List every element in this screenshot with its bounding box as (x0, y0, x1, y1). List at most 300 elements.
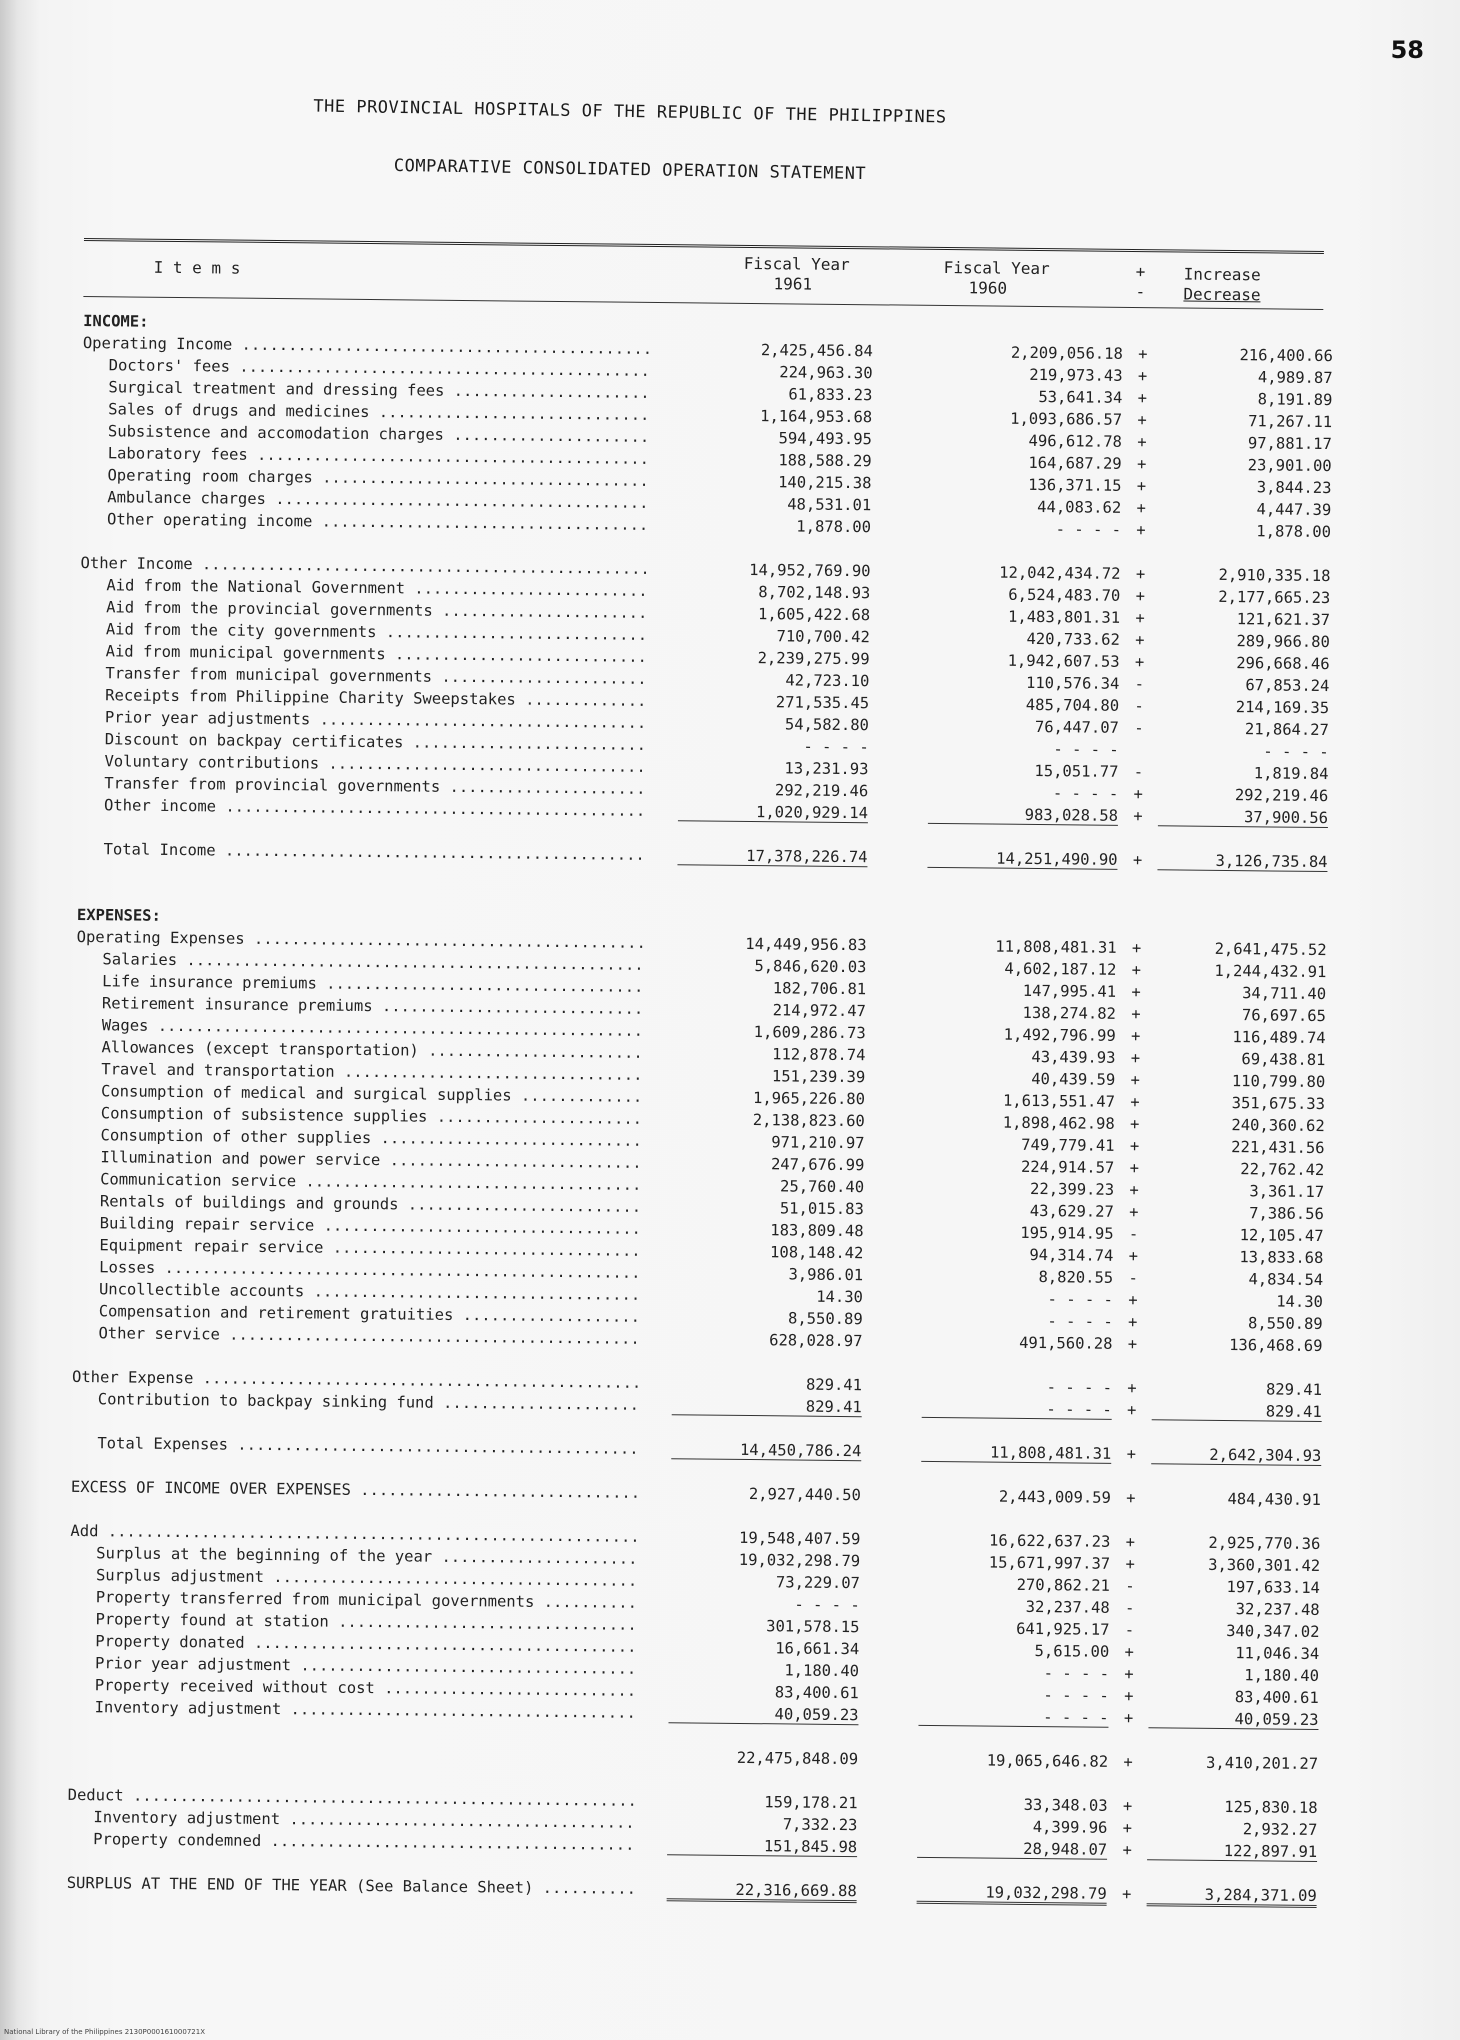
change-sign: - (1125, 1576, 1135, 1596)
header-increase: Increase (1183, 264, 1261, 285)
value-change: 34,711.40 (1242, 984, 1327, 1004)
change-sign: + (1126, 1444, 1137, 1464)
value-1961: 3,986.01 (788, 1265, 864, 1285)
value-change: 14.30 (1276, 1292, 1324, 1312)
value-1960: 164,687.29 (1028, 453, 1122, 473)
change-sign: + (1122, 1840, 1132, 1860)
value-change: 37,900.56 (1158, 807, 1328, 828)
value-1961: 17,378,226.74 (677, 846, 867, 867)
change-sign: + (1129, 1181, 1139, 1200)
value-change: 121,621.37 (1236, 610, 1331, 630)
row-label: Building repair service ..... (100, 1214, 640, 1238)
value-change: - - - - (1263, 742, 1329, 762)
change-sign: + (1127, 1334, 1138, 1354)
value-1960: - - - - (1046, 1378, 1113, 1397)
value-change: 197,633.14 (1226, 1578, 1321, 1598)
header-fy1960-line1: Fiscal Year (943, 258, 1050, 279)
row-label: Life insurance premiums ..... (102, 972, 642, 996)
value-1961: 301,578.15 (766, 1617, 860, 1637)
value-1960: 491,560.28 (1019, 1333, 1113, 1353)
value-1960: 4,399.96 (1032, 1818, 1108, 1837)
value-change: 8,550.89 (1247, 1314, 1323, 1334)
value-1960: 53,641.34 (1038, 388, 1123, 407)
change-sign: + (1130, 1093, 1140, 1112)
value-change: 13,833.68 (1239, 1248, 1324, 1268)
change-sign: + (1135, 565, 1146, 584)
change-sign: - (1128, 1268, 1138, 1288)
change-sign: + (1124, 1686, 1134, 1706)
value-1960: - - - - (918, 1707, 1108, 1728)
value-1960: 983,028.58 (928, 805, 1118, 826)
value-change: 136,468.69 (1229, 1336, 1323, 1356)
value-change: 12,105.47 (1239, 1226, 1324, 1246)
value-change: 97,881.17 (1247, 434, 1333, 454)
value-change: 2,910,335.18 (1218, 565, 1331, 586)
value-1960: 19,065,646.82 (986, 1751, 1109, 1771)
value-1961: - - - - (794, 1595, 860, 1615)
value-1961: 2,927,440.50 (748, 1485, 861, 1505)
value-1960: 1,898,462.98 (1002, 1113, 1115, 1133)
row-label: Doctors' fees ..... (109, 356, 649, 380)
value-1961: 42,723.10 (785, 671, 870, 691)
value-change: 21,864.27 (1244, 720, 1330, 740)
change-sign: - (1124, 1598, 1135, 1618)
row-label: Aid from the National Government ..... (106, 576, 646, 600)
change-sign: + (1133, 807, 1143, 826)
value-1961: 292,219.46 (774, 781, 869, 801)
header-fy1960-line2: 1960 (968, 278, 1008, 298)
row-label: Other operating income ..... (107, 510, 647, 534)
row-label: Add ..... (70, 1522, 636, 1546)
row-label: Discount on backpay certificates ..... (105, 730, 645, 754)
change-sign: + (1130, 1115, 1140, 1134)
value-change: 40,059.23 (1148, 1709, 1318, 1730)
value-change: 122,897.91 (1147, 1841, 1317, 1862)
change-sign: + (1137, 433, 1147, 452)
value-change: 340,347.02 (1226, 1622, 1320, 1642)
value-1961: 971,210.97 (771, 1133, 865, 1153)
row-label: Operating Expenses ..... (77, 928, 643, 952)
change-sign: + (1137, 367, 1148, 386)
value-1961: 182,706.81 (772, 979, 867, 999)
row-label: EXPENSES: (76, 905, 162, 925)
row-label: Salaries ..... (102, 950, 642, 974)
value-1961: 271,535.45 (775, 693, 870, 713)
change-sign: + (1136, 455, 1147, 474)
change-sign: + (1131, 1005, 1141, 1024)
value-change: 11,046.34 (1235, 1644, 1320, 1664)
value-1961: 829.41 (805, 1375, 863, 1395)
row-label: Uncollectible accounts ..... (99, 1280, 639, 1304)
value-1960: 2,443,009.59 (998, 1487, 1111, 1507)
header-fy1961-line1: Fiscal Year (743, 253, 850, 275)
row-label: Voluntary contributions ..... (104, 752, 644, 776)
value-change: 7,386.56 (1249, 1204, 1324, 1224)
value-change: 23,901.00 (1247, 456, 1332, 476)
change-sign: + (1134, 653, 1145, 672)
value-change: 1,244,432.91 (1214, 961, 1327, 982)
row-label: Subsistence and accomodation charges ..... (108, 422, 648, 446)
value-1960: 641,925.17 (1016, 1619, 1110, 1639)
value-1960: 11,808,481.31 (995, 937, 1117, 957)
value-1961: 151,845.98 (667, 1836, 857, 1857)
change-sign: + (1129, 1159, 1140, 1178)
row-label: Aid from municipal governments ..... (106, 642, 646, 666)
row-label: Receipts from Philippine Charity Sweepstakes ..... (105, 686, 645, 710)
row-label: Illumination and power service ..... (100, 1148, 640, 1172)
header-sign-plus: + (1135, 262, 1146, 282)
value-1961: 2,138,823.60 (752, 1111, 865, 1131)
value-1960: 136,371.15 (1028, 475, 1122, 495)
value-1960: 22,399.23 (1029, 1179, 1115, 1199)
value-1960: 749,779.41 (1021, 1135, 1115, 1155)
document-title: THE PROVINCIAL HOSPITALS OF THE REPUBLIC OF THE PHILIPPINES (313, 96, 947, 128)
value-change: 214,169.35 (1235, 698, 1330, 718)
value-1961: 14,952,769.90 (749, 560, 871, 581)
change-sign: + (1131, 983, 1141, 1002)
value-1961: 83,400.61 (774, 1683, 859, 1703)
value-1961: 25,760.40 (780, 1177, 865, 1197)
value-1961: 1,020,929.14 (678, 802, 868, 823)
value-1961: 1,609,286.73 (753, 1023, 866, 1043)
row-label: Prior year adjustment ..... (95, 1654, 635, 1678)
row-label: Laboratory fees ..... (108, 444, 648, 468)
row-label: Property received without cost ..... (95, 1676, 635, 1700)
row-label: Operating Income ..... (83, 334, 649, 358)
change-sign: + (1135, 609, 1145, 628)
value-1961: 19,032,298.79 (738, 1550, 861, 1571)
value-1960: 1,492,796.99 (1003, 1025, 1116, 1045)
value-1961: 1,164,953.68 (760, 407, 873, 427)
value-change: 22,762.42 (1240, 1160, 1325, 1180)
value-1960: 1,483,801.31 (1008, 607, 1121, 627)
value-1961: 1,605,422.68 (758, 605, 871, 625)
change-sign: + (1127, 1400, 1137, 1420)
value-change: 69,438.81 (1241, 1050, 1326, 1070)
row-label: Surplus at the beginning of the year ..... (96, 1544, 636, 1568)
value-1961: 151,239.39 (771, 1067, 866, 1087)
change-sign: + (1130, 1071, 1141, 1090)
header-items: I t e m s (153, 257, 241, 278)
value-1961: 8,550.89 (787, 1309, 863, 1329)
value-1960: - - - - (1052, 784, 1119, 803)
row-label: Allowances (except transportation) ..... (101, 1038, 641, 1062)
value-1961: 54,582.80 (784, 715, 870, 735)
value-1960: 43,629.27 (1029, 1201, 1114, 1221)
value-change: 3,844.23 (1256, 478, 1332, 498)
value-change: 8,191.89 (1257, 390, 1333, 410)
row-label: Inventory adjustment ..... (95, 1698, 635, 1722)
row-label: Rentals of buildings and grounds ..... (100, 1192, 640, 1216)
header-fy1961-line2: 1961 (773, 274, 813, 294)
value-change: 1,180.40 (1244, 1666, 1320, 1686)
value-1961: 19,548,407.59 (739, 1528, 861, 1549)
change-sign: + (1129, 1202, 1139, 1222)
row-label: Total Expenses ..... (97, 1434, 637, 1458)
change-sign: + (1137, 411, 1147, 430)
scan-footer: National Library of the Philippines 2130P000161000721X (4, 2028, 205, 2036)
value-1961: 5,846,620.03 (754, 957, 867, 977)
change-sign: + (1122, 1818, 1133, 1838)
value-1960: - - - - (1053, 740, 1119, 759)
value-1960: - - - - (1043, 1664, 1110, 1683)
value-change: 351,675.33 (1231, 1094, 1326, 1114)
value-change: 1,878.00 (1256, 522, 1332, 542)
value-1960: 147,995.41 (1022, 981, 1117, 1001)
change-sign: + (1135, 587, 1146, 606)
value-change: 296,668.46 (1236, 654, 1330, 674)
change-sign: + (1130, 1027, 1141, 1046)
value-1961: 1,965,226.80 (752, 1089, 866, 1109)
header-sign-minus: - (1135, 282, 1146, 302)
document-subtitle: COMPARATIVE CONSOLIDATED OPERATION STATEMENT (393, 155, 867, 185)
value-1960: 12,042,434.72 (999, 563, 1121, 583)
row-label: Property transferred from municipal governments ..... (96, 1588, 636, 1612)
change-sign: + (1138, 345, 1148, 364)
value-1961: 8,702,148.93 (758, 583, 871, 603)
change-sign: - (1134, 697, 1144, 716)
value-1961: 14.30 (816, 1287, 864, 1307)
row-label: Aid from the city governments ..... (106, 620, 646, 644)
change-sign: + (1122, 1796, 1133, 1816)
change-sign: + (1129, 1137, 1140, 1156)
value-1960: - - - - (1055, 520, 1122, 539)
value-change: 4,447.39 (1256, 500, 1332, 520)
value-1961: 2,239,275.99 (757, 649, 870, 669)
value-change: 2,177,665.23 (1218, 587, 1331, 608)
change-sign: + (1130, 1049, 1141, 1068)
change-sign: + (1127, 1378, 1137, 1398)
change-sign: + (1136, 521, 1146, 540)
row-label: Prior year adjustments ..... (105, 708, 645, 732)
value-1961: 1,180.40 (784, 1661, 860, 1681)
row-label: Other Income ..... (81, 554, 647, 578)
change-sign: + (1137, 389, 1148, 408)
value-1961: 628,028.97 (769, 1331, 863, 1351)
change-sign: - (1128, 1224, 1139, 1244)
value-change: 71,267.11 (1248, 412, 1333, 432)
value-1961: - - - - (803, 737, 869, 757)
value-1961: 48,531.01 (787, 495, 872, 515)
value-1960: 19,032,298.79 (917, 1883, 1107, 1906)
value-1961: 710,700.42 (776, 627, 870, 647)
value-change: 484,430.91 (1227, 1490, 1321, 1510)
row-label: Contribution to backpay sinking fund ..... (98, 1390, 638, 1414)
change-sign: + (1125, 1554, 1135, 1574)
value-1961: 73,229.07 (775, 1573, 861, 1593)
value-change: 240,360.62 (1231, 1116, 1325, 1136)
value-change: 3,126,735.84 (1157, 851, 1327, 872)
value-change: 2,925,770.36 (1208, 1533, 1321, 1554)
change-sign: + (1136, 499, 1146, 518)
change-sign: - (1124, 1620, 1135, 1640)
row-label: Transfer from municipal governments ..... (105, 664, 645, 688)
value-1960: 15,051.77 (1034, 761, 1119, 781)
value-1960: 28,948.07 (917, 1839, 1107, 1860)
row-label: Property donated ..... (95, 1632, 635, 1656)
row-label: Property found at station ..... (95, 1610, 635, 1634)
value-1961: 7,332.23 (782, 1815, 858, 1835)
row-label: Losses ..... (99, 1258, 639, 1282)
value-change: 3,361.17 (1249, 1182, 1325, 1202)
row-label: Equipment repair service ..... (99, 1236, 639, 1260)
value-1960: 496,612.78 (1028, 431, 1123, 451)
row-label: Communication service ..... (100, 1170, 640, 1194)
value-1960: 2,209,056.18 (1010, 343, 1123, 363)
value-change: 289,966.80 (1236, 632, 1330, 652)
change-sign: - (1134, 675, 1145, 694)
value-1961: 159,178.21 (764, 1793, 858, 1813)
value-change: 216,400.66 (1239, 346, 1333, 366)
value-change: 116,489.74 (1232, 1028, 1326, 1048)
value-1960: 420,733.62 (1026, 629, 1120, 649)
change-sign: + (1126, 1488, 1136, 1508)
value-1960: 6,524,483.70 (1008, 585, 1121, 605)
row-label: Aid from the provincial governments ..... (106, 598, 646, 622)
row-label: Consumption of other supplies ..... (101, 1126, 641, 1150)
value-change: 829.41 (1265, 1380, 1323, 1400)
value-1960: 485,704.80 (1025, 695, 1120, 715)
value-1960: 14,251,490.90 (927, 849, 1117, 870)
value-1960: 4,602,187.12 (1004, 959, 1117, 979)
value-change: 3,410,201.27 (1206, 1753, 1319, 1774)
value-1961: 594,493.95 (778, 429, 873, 449)
change-sign: + (1131, 961, 1142, 980)
change-sign: + (1123, 1752, 1133, 1772)
value-change: 67,853.24 (1245, 676, 1330, 696)
value-1960: - - - - (1047, 1290, 1114, 1309)
change-sign: + (1128, 1246, 1139, 1266)
change-sign: + (1131, 939, 1142, 958)
value-1961: 140,215.38 (778, 473, 872, 493)
value-change: 3,284,371.09 (1147, 1885, 1317, 1908)
value-1961: 112,878.74 (772, 1045, 866, 1065)
value-1960: - - - - (1043, 1686, 1109, 1705)
row-label: Deduct ..... (68, 1786, 634, 1810)
value-1960: 195,914.95 (1020, 1223, 1114, 1243)
change-sign: + (1135, 631, 1145, 650)
change-sign: + (1127, 1312, 1138, 1332)
value-change: 2,641,475.52 (1214, 939, 1327, 960)
row-label: EXCESS OF INCOME OVER EXPENSES ..... (71, 1478, 637, 1502)
value-1960: 1,613,551.47 (1002, 1091, 1116, 1111)
row-label: Surplus adjustment ..... (96, 1566, 636, 1590)
value-1961: 1,878.00 (796, 517, 872, 537)
value-1961: 16,661.34 (775, 1639, 860, 1659)
value-change: 829.41 (1152, 1401, 1322, 1422)
value-change: 1,819.84 (1253, 764, 1329, 784)
change-sign: - (1133, 763, 1144, 782)
change-sign: + (1125, 1532, 1136, 1552)
change-sign: + (1128, 1290, 1138, 1310)
value-1961: 13,231.93 (784, 759, 869, 779)
value-1960: 1,942,607.53 (1007, 651, 1120, 671)
page-number: 58 (1390, 36, 1424, 64)
value-1960: 40,439.59 (1031, 1069, 1116, 1089)
row-label: Travel and transportation ..... (101, 1060, 641, 1084)
value-change: 32,237.48 (1235, 1600, 1320, 1620)
value-change: 3,360,301.42 (1208, 1555, 1321, 1576)
row-label: Property condemned ..... (93, 1830, 633, 1854)
header-decrease: Decrease (1183, 284, 1261, 305)
value-change: 292,219.46 (1234, 786, 1329, 806)
change-sign: + (1121, 1884, 1132, 1904)
change-sign: + (1124, 1664, 1134, 1684)
change-sign: - (1134, 719, 1144, 738)
value-1961: 247,676.99 (770, 1155, 865, 1175)
value-1960: 5,615.00 (1034, 1642, 1110, 1661)
value-1961: 22,475,848.09 (736, 1748, 859, 1769)
row-label: Retirement insurance premiums ..... (102, 994, 642, 1018)
value-change: 2,642,304.93 (1151, 1445, 1321, 1466)
value-change: 4,834.54 (1248, 1270, 1324, 1290)
change-sign: + (1136, 477, 1147, 496)
value-1960: 1,093,686.57 (1010, 409, 1123, 429)
row-label: Surgical treatment and dressing fees ..... (108, 378, 648, 402)
value-change: 83,400.61 (1234, 1688, 1319, 1708)
value-1960: 224,914.57 (1020, 1157, 1115, 1177)
row-label: Total Income ..... (104, 840, 644, 864)
row-label: Other service ..... (98, 1324, 638, 1348)
row-label: Consumption of subsistence supplies ..... (101, 1104, 641, 1128)
change-sign: + (1123, 1708, 1134, 1728)
value-1960: 43,439.93 (1031, 1047, 1116, 1067)
value-1961: 22,316,669.88 (667, 1880, 857, 1903)
row-label: SURPLUS AT THE END OF THE YEAR (See Balance Sheet) ..... (67, 1874, 633, 1898)
value-1961: 14,450,786.24 (671, 1440, 861, 1461)
value-1961: 51,015.83 (779, 1199, 864, 1219)
row-label: Other income ..... (104, 796, 644, 820)
value-1961: 829.41 (672, 1396, 862, 1417)
row-label: INCOME: (83, 311, 149, 331)
value-change: 110,799.80 (1231, 1072, 1326, 1092)
value-1960: 219,973.43 (1029, 365, 1123, 385)
change-sign: + (1124, 1642, 1135, 1662)
row-label: Inventory adjustment ..... (93, 1808, 633, 1832)
row-label: Wages ..... (102, 1016, 642, 1040)
row-label: Compensation and retirement gratuities ..... (99, 1302, 639, 1326)
value-1960: - - - - (922, 1399, 1112, 1420)
row-label: Sales of drugs and medicines ..... (108, 400, 648, 424)
value-1961: 188,588.29 (778, 451, 872, 471)
value-change: 125,830.18 (1224, 1798, 1318, 1818)
value-1960: 16,622,637.23 (988, 1531, 1111, 1551)
value-1960: 110,576.34 (1025, 673, 1120, 693)
value-change: 2,932.27 (1242, 1820, 1318, 1840)
value-change: 221,431.56 (1231, 1138, 1325, 1158)
value-change: 76,697.65 (1241, 1006, 1327, 1026)
value-1961: 183,809.48 (770, 1221, 864, 1241)
value-1960: 11,808,481.31 (921, 1443, 1111, 1464)
value-1960: 8,820.55 (1038, 1268, 1114, 1287)
value-1960: 33,348.03 (1023, 1795, 1108, 1815)
value-1961: 14,449,956.83 (745, 934, 867, 955)
value-change: 4,989.87 (1257, 368, 1333, 388)
row-label: Operating room charges ..... (107, 466, 647, 490)
value-1961: 61,833.23 (788, 385, 873, 405)
change-sign: + (1133, 785, 1144, 804)
value-1961: 108,148.42 (769, 1243, 864, 1263)
value-1960: 270,862.21 (1016, 1575, 1111, 1595)
value-1961: 2,425,456.84 (760, 341, 873, 361)
row-label: Other Expense ..... (72, 1368, 638, 1392)
value-1961: 214,972.47 (772, 1001, 867, 1021)
value-1960: 76,447.07 (1034, 717, 1120, 737)
row-label: Transfer from provincial governments ..... (104, 774, 644, 798)
value-1960: - - - - (1047, 1312, 1113, 1331)
value-1961: 224,963.30 (779, 363, 873, 383)
value-1960: 138,274.82 (1022, 1003, 1117, 1023)
